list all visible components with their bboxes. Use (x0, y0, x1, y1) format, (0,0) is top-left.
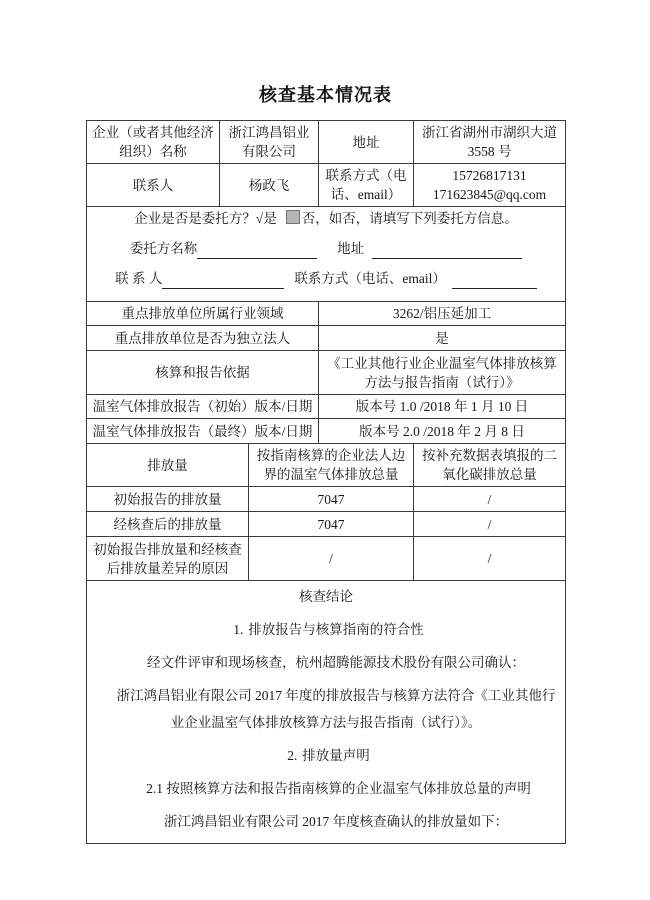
phone-number: 15726817131 (452, 168, 527, 183)
final-report-version-value: 版本号 2.0 /2018 年 2 月 8 日 (319, 419, 566, 444)
conclusion-section (87, 581, 566, 844)
company-address-label: 地址 (319, 121, 414, 164)
emissions-col1-header: 排放量 (87, 444, 249, 487)
email-address: 171623845@qq.com (432, 187, 547, 202)
legal-entity-row (87, 326, 566, 351)
company-address-value: 浙江省湖州市湖织大道 3558 号 (414, 121, 566, 164)
contact-label: 联系人 (87, 164, 220, 207)
final-report-version-label: 温室气体排放报告（最终）版本/日期 (87, 419, 319, 444)
blank-line (197, 244, 317, 259)
conclusion-paragraph-3: 浙江鸿昌铝业有限公司 2017 年度核查确认的排放量如下： (163, 814, 509, 829)
emissions-header-row (87, 444, 566, 487)
delegate-address-label: 地址 (337, 241, 365, 256)
verified-emissions-row (87, 512, 566, 537)
industry-sector-row (87, 302, 566, 326)
industry-sector-label: 重点排放单位所属行业领域 (87, 302, 319, 326)
verified-emissions-supplementary-value: / (414, 512, 566, 537)
company-name-value: 浙江鸿昌铝业有限公司 (220, 121, 319, 164)
reporting-basis-label: 核算和报告依据 (87, 351, 319, 395)
delegate-section (87, 207, 566, 302)
blank-line (452, 274, 537, 289)
conclusion-row (87, 581, 566, 844)
conclusion-item-2-title: 排放量声明 (302, 748, 370, 763)
verified-emissions-label: 经核查后的排放量 (87, 512, 249, 537)
initial-emissions-row (87, 487, 566, 512)
delegate-name-label: 委托方名称 (129, 241, 198, 256)
difference-reason-guideline-value: / (249, 537, 414, 581)
initial-emissions-label: 初始报告的排放量 (87, 487, 249, 512)
conclusion-item-1 (91, 616, 561, 643)
contact-row (87, 164, 566, 207)
initial-report-version-value: 版本号 1.0 /2018 年 1 月 10 日 (319, 395, 566, 419)
final-report-version-row (87, 419, 566, 444)
delegate-question: 企业是否是委托方？√是 (134, 211, 277, 226)
conclusion-paragraph-1: 经文件评审和现场核查，杭州超腾能源技术股份有限公司确认： (147, 655, 525, 670)
blank-line (162, 274, 284, 289)
list-number: 1. (233, 622, 244, 637)
blank-line (372, 244, 522, 259)
conclusion-item-1-title: 排放报告与核算指南的符合性 (248, 622, 424, 637)
reporting-basis-row (87, 351, 566, 395)
contact-method-label: 联系方式（电话、email） (319, 164, 414, 207)
reporting-basis-value: 《工业其他行业企业温室气体排放核算方法与报告指南（试行）》 (319, 351, 566, 395)
company-name-label: 企业（或者其他经济组织）名称 (87, 121, 220, 164)
initial-emissions-guideline-value: 7047 (249, 487, 414, 512)
legal-entity-value: 是 (319, 326, 566, 351)
verification-info-table (86, 120, 566, 844)
initial-report-version-label: 温室气体排放报告（初始）版本/日期 (87, 395, 319, 419)
conclusion-heading: 核查结论 (299, 589, 353, 604)
emissions-col2-header: 按指南核算的企业法人边界的温室气体排放总量 (249, 444, 414, 487)
delegate-no-option: 否，如否，请填写下列委托方信息。 (301, 211, 518, 226)
delegate-contact-label: 联 系 人 (115, 271, 163, 286)
difference-reason-label: 初始报告排放量和经核查后排放量差异的原因 (87, 537, 249, 581)
legal-entity-label: 重点排放单位是否为独立法人 (87, 326, 319, 351)
delegate-question-line (91, 209, 561, 229)
page-title: 核查基本情况表 (259, 85, 392, 105)
emissions-col3-header: 按补充数据表填报的二氧化碳排放总量 (414, 444, 566, 487)
initial-emissions-supplementary-value: / (414, 487, 566, 512)
delegate-name-line (91, 239, 561, 259)
delegate-contact-method-label: 联系方式（电话、email） (294, 271, 446, 286)
industry-sector-value: 3262/铝压延加工 (319, 302, 566, 326)
company-name-row (87, 121, 566, 164)
delegate-contact-line (91, 269, 561, 289)
contact-method-value (414, 164, 566, 207)
list-number: 2. (287, 748, 298, 763)
verified-emissions-guideline-value: 7047 (249, 512, 414, 537)
conclusion-paragraph-2: 浙江鸿昌铝业有限公司 2017 年度的排放报告与核算方法符合《工业其他行业企业温室气体排放核算方法与报告指南（试行）》。 (116, 688, 556, 730)
checkbox-no-icon (286, 210, 300, 224)
conclusion-subitem-2-1: 2.1 按照核算方法和报告指南核算的企业温室气体排放总量的声明 (146, 781, 531, 796)
initial-report-version-row (87, 395, 566, 419)
difference-reason-row (87, 537, 566, 581)
conclusion-item-2 (91, 742, 561, 769)
delegate-row (87, 207, 566, 302)
contact-value: 杨政飞 (220, 164, 319, 207)
difference-reason-supplementary-value: / (414, 537, 566, 581)
